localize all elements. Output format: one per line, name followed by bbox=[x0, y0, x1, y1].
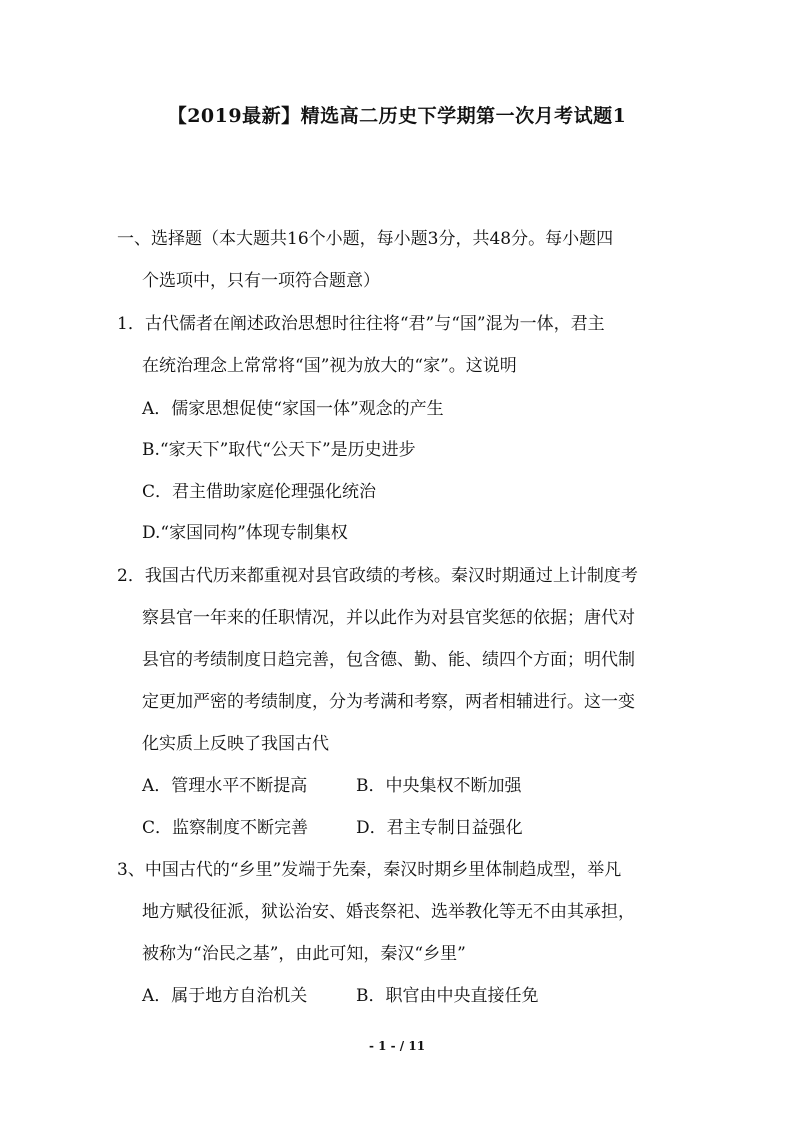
page-number: - 1 - / 11 bbox=[368, 1039, 426, 1053]
question-2-line-3: 县官的考绩制度日趋完善，包含德、勤、能、绩四个方面；明代制 bbox=[142, 650, 635, 670]
question-2-option-c: C．监察制度不断完善 bbox=[142, 818, 309, 838]
question-3-line-2: 地方赋役征派，狱讼治安、婚丧祭祀、选举教化等无不由其承担， bbox=[142, 902, 635, 922]
question-2-option-a: A．管理水平不断提高 bbox=[142, 776, 308, 796]
question-3-option-b: B．职官由中央直接任免 bbox=[356, 986, 539, 1006]
question-1-option-c: C．君主借助家庭伦理强化统治 bbox=[142, 482, 377, 502]
question-1-line-2: 在统治理念上常常将“国”视为放大的“家”。这说明 bbox=[142, 356, 517, 376]
section-heading-line-2: 个选项中，只有一项符合题意） bbox=[142, 271, 380, 291]
question-3-line-1: 3、中国古代的“乡里”发端于先秦，秦汉时期乡里体制趋成型，举凡 bbox=[117, 860, 622, 880]
question-2-option-b: B．中央集权不断加强 bbox=[356, 776, 522, 796]
question-3-line-3: 被称为“治民之基”，由此可知，秦汉“乡里” bbox=[142, 944, 466, 964]
question-3-option-a: A．属于地方自治机关 bbox=[142, 986, 308, 1006]
question-2-option-d: D．君主专制日益强化 bbox=[356, 818, 523, 838]
question-1-option-d: D.“家国同构”体现专制集权 bbox=[142, 523, 348, 543]
question-2-line-2: 察县官一年来的任职情况，并以此作为对县官奖惩的依据；唐代对 bbox=[142, 608, 635, 628]
question-1-option-a: A．儒家思想促使“家国一体”观念的产生 bbox=[142, 399, 444, 419]
section-heading-line-1: 一、选择题（本大题共16个小题，每小题3分，共48分。每小题四 bbox=[117, 229, 614, 249]
question-1-line-1: 1．古代儒者在阐述政治思想时往往将“君”与“国”混为一体，君主 bbox=[117, 314, 605, 334]
question-2-line-5: 化实质上反映了我国古代 bbox=[142, 734, 329, 754]
question-2-line-4: 定更加严密的考绩制度，分为考满和考察，两者相辅进行。这一变 bbox=[142, 692, 635, 712]
question-2-line-1: 2．我国古代历来都重视对县官政绩的考核。秦汉时期通过上计制度考 bbox=[117, 566, 638, 586]
question-1-option-b: B.“家天下”取代“公天下”是历史进步 bbox=[142, 440, 416, 460]
page-title: 【2019最新】精选高二历史下学期第一次月考试题1 bbox=[167, 105, 627, 127]
